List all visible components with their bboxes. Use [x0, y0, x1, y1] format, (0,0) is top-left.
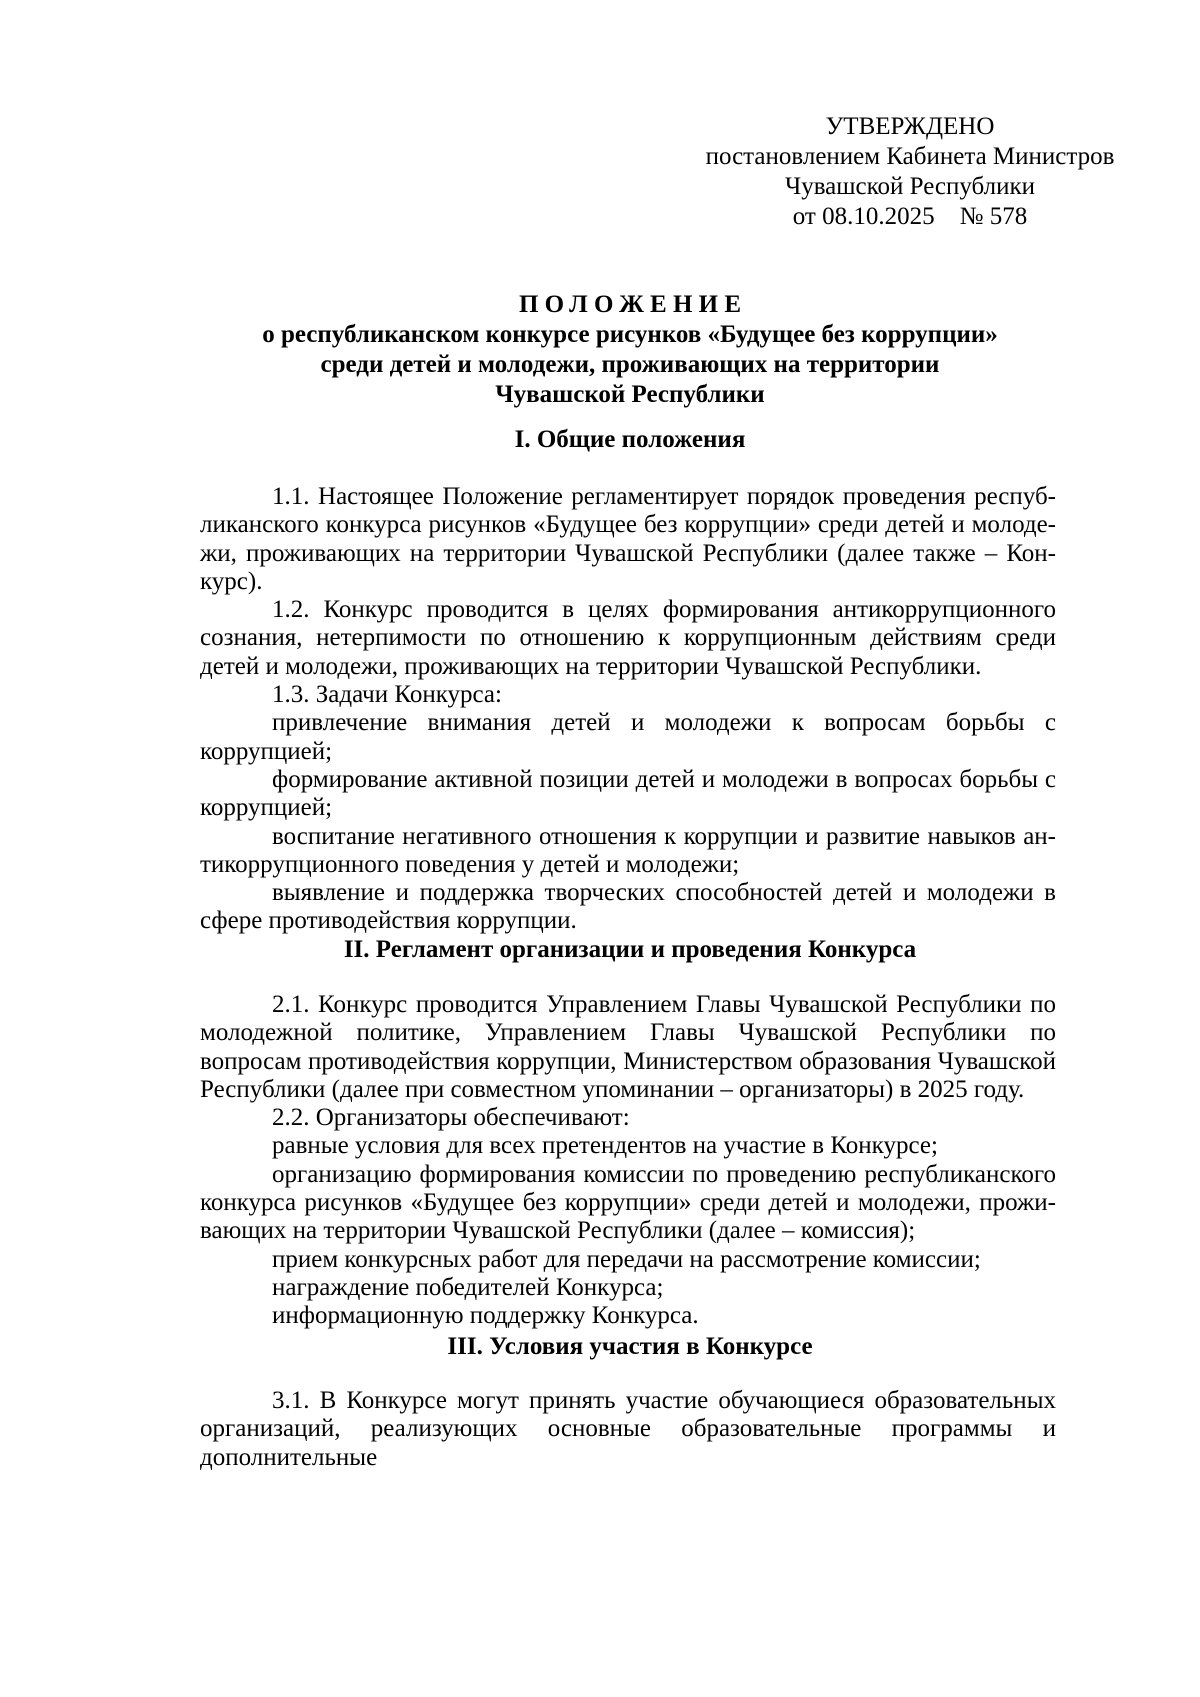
title-line-2: среди детей и молодежи, проживающих на территории — [320, 351, 940, 378]
list-item: прием конкурсных работ для передачи на рассмотрение комиссии; — [272, 1245, 981, 1273]
paragraph-2-2: 2.2. Организаторы обеспечивают: — [272, 1104, 630, 1132]
section-body-3 — [200, 1387, 1056, 1471]
approval-date-number: от 08.10.2025 № 578 — [792, 203, 1028, 230]
list-item: привлечение внимания детей и молодежи к вопросам борьбы с коррупцией; — [200, 709, 1056, 765]
paragraph-1-1: 1.1. Настоящее Положение регламентирует порядок проведения республиканского конкурса рисунков «Будущее без коррупции» среди детей и молодежи, проживающих на территории Чувашской Республики (далее также – Конкурс). — [200, 483, 1056, 595]
title-line-3: Чувашской Республики — [495, 381, 765, 408]
list-item: равные условия для всех претендентов на участие в Конкурсе; — [272, 1132, 938, 1160]
list-item: воспитание негативного отношения к коррупции и развитие навыков антикоррупционного поведения у детей и молодежи; — [200, 822, 1056, 878]
approval-stamp — [690, 112, 1130, 232]
document-title — [200, 290, 1060, 410]
approval-republic: Чувашской Республики — [784, 173, 1036, 200]
list-item: формирование активной позиции детей и молодежи в вопросах борьбы с коррупцией; — [200, 765, 1056, 822]
paragraph-2-1: 2.1. Конкурс проводится Управлением Главы Чувашской Республики по молодежной политике, Управлением Главы Чувашской Республики по вопросам противодействия коррупции, Министерством образования Чувашской Республики (далее при совместном упоминании – организаторы) в 2025 году. — [200, 991, 1056, 1103]
title-main — [200, 290, 1060, 320]
section-body-1 — [200, 483, 1056, 936]
section-heading-1: I. Общие положения — [514, 426, 746, 453]
approval-authority: постановлением Кабинета Министров — [705, 143, 1115, 170]
title-main-text: ПОЛОЖЕНИЕ — [518, 291, 748, 318]
list-item: информационную поддержку Конкурса. — [272, 1302, 699, 1330]
list-item: организацию формирования комиссии по проведению республиканского конкурса рисунков «Будущее без коррупции» среди детей и молодежи, проживающих на территории Чувашской Республики (далее – комиссия); — [200, 1160, 1056, 1245]
section-heading-3: III. Условия участия в Конкурсе — [447, 1333, 813, 1360]
approval-label: УТВЕРЖДЕНО — [825, 113, 995, 140]
title-line-1: о республиканском конкурсе рисунков «Будущее без коррупции» — [262, 321, 998, 348]
paragraph-3-1: 3.1. В Конкурсе могут принять участие обучающиеся образовательных организаций, реализующих основные образовательные программы и дополнительные — [200, 1387, 1056, 1471]
section-heading-2: II. Регламент организации и проведения Конкурса — [343, 936, 917, 963]
section-body-2 — [200, 991, 1056, 1331]
list-item: награждение победителей Конкурса; — [272, 1273, 664, 1301]
paragraph-1-2: 1.2. Конкурс проводится в целях формирования антикоррупционного сознания, нетерпимости по отношению к коррупционным действиям среди детей и молодежи, проживающих на территории Чувашской Республики. — [200, 596, 1056, 680]
paragraph-1-3: 1.3. Задачи Конкурса: — [272, 681, 502, 709]
list-item: выявление и поддержка творческих способностей детей и молодежи в сфере противодействия коррупции. — [200, 879, 1056, 935]
